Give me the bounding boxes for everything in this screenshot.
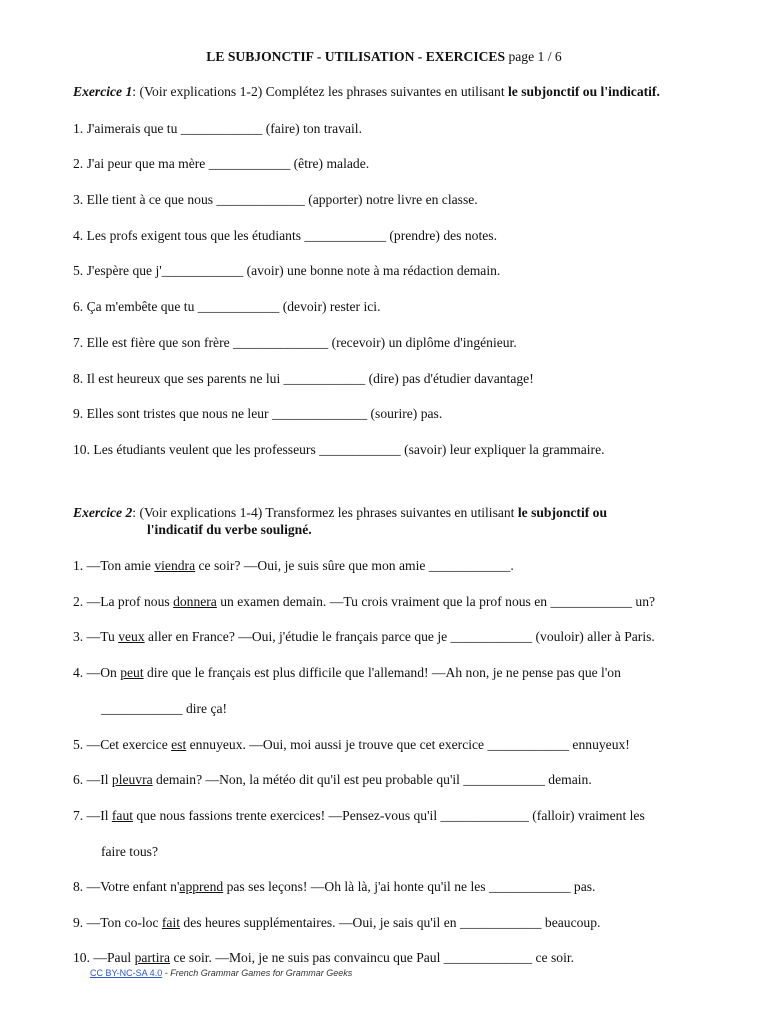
license-link[interactable]: CC BY-NC-SA 4.0 — [90, 968, 163, 978]
exercise-1-item-5: 5. J'espère que j'____________ (avoir) une bonne note à ma rédaction demain. — [73, 263, 501, 278]
exercise-2-header — [73, 504, 607, 521]
underlined-verb: faut — [111, 808, 134, 823]
item-text: ennuyeux. —Oui, moi aussi je trouve que cet exercice ____________ ennuyeux! — [186, 737, 630, 752]
item-text: 6. —Il — [73, 772, 112, 787]
exercise-2-item-9 — [73, 914, 600, 931]
exercise-1-item-8: 8. Il est heureux que ses parents ne lui ____________ (dire) pas d'étudier davantage! — [73, 371, 534, 386]
exercise-2-item-5 — [73, 736, 630, 753]
item-text: que nous fassions trente exercices! —Pensez-vous qu'il _____________ (falloir) vraiment les — [133, 808, 645, 823]
exercise-1-item-9: 9. Elles sont tristes que nous ne leur ______________ (sourire) pas. — [73, 406, 443, 421]
exercise-2-item-4-continued: ____________ dire ça! — [101, 701, 228, 716]
item-text: ce soir. —Moi, je ne suis pas convaincu que Paul _____________ ce soir. — [170, 950, 575, 965]
exercise-1-label: Exercice 1 — [73, 84, 133, 99]
item-text: un examen demain. —Tu crois vraiment que la prof nous en ____________ un? — [216, 594, 656, 609]
exercise-2-item-10 — [73, 949, 574, 966]
underlined-verb: veux — [118, 629, 145, 644]
item-text: aller en France? —Oui, j'étudie le français parce que je ____________ (vouloir) aller à Paris. — [144, 629, 655, 644]
exercise-2-item-7 — [73, 807, 645, 824]
item-text: demain? —Non, la météo dit qu'il est peu probable qu'il ____________ demain. — [152, 772, 592, 787]
exercise-1-item-1: 1. J'aimerais que tu ____________ (faire) ton travail. — [73, 121, 362, 136]
exercise-1-item-3: 3. Elle tient à ce que nous _____________ (apporter) notre livre en classe. — [73, 192, 478, 207]
item-text: 8. —Votre enfant n' — [73, 879, 180, 894]
item-text: 4. —On — [73, 665, 121, 680]
exercise-2-item-1 — [73, 557, 514, 574]
item-text: 1. —Ton amie — [73, 558, 155, 573]
exercise-2-item-8 — [73, 878, 595, 895]
underlined-verb: peut — [120, 665, 144, 680]
exercise-2-instructions-bold-continued: l'indicatif du verbe souligné. — [147, 522, 312, 537]
underlined-verb: pleuvra — [111, 772, 153, 787]
exercise-1-item-2: 2. J'ai peur que ma mère ____________ (être) malade. — [73, 156, 370, 171]
footer-text: - French Grammar Games for Grammar Geeks — [162, 968, 353, 978]
page-title — [0, 48, 768, 65]
item-text: 2. —La prof nous — [73, 594, 174, 609]
underlined-verb: apprend — [179, 879, 224, 894]
item-text: 10. —Paul — [73, 950, 135, 965]
item-text: ce soir? —Oui, je suis sûre que mon amie ____________. — [195, 558, 514, 573]
exercise-2-item-4 — [73, 664, 621, 681]
underlined-verb: est — [171, 737, 187, 752]
item-text: 5. —Cet exercice — [73, 737, 172, 752]
exercise-1-item-4: 4. Les profs exigent tous que les étudiants ____________ (prendre) des notes. — [73, 228, 497, 243]
exercise-2-item-2 — [73, 593, 655, 610]
item-text: dire que le français est plus difficile que l'allemand! —Ah non, je ne pense pas que l'on — [143, 665, 621, 680]
exercise-1-instructions-bold: le subjonctif ou l'indicatif. — [508, 84, 660, 99]
exercise-2-item-3 — [73, 628, 655, 645]
exercise-2-instructions: : (Voir explications 1-4) Transformez les phrases suivantes en utilisant — [132, 505, 518, 520]
underlined-verb: partira — [134, 950, 171, 965]
item-text: pas ses leçons! —Oh là là, j'ai honte qu'il ne les ____________ pas. — [223, 879, 596, 894]
footer — [90, 968, 352, 978]
underlined-verb: viendra — [154, 558, 196, 573]
title-main: LE SUBJONCTIF - UTILISATION - EXERCICES — [206, 49, 506, 64]
underlined-verb: fait — [161, 915, 181, 930]
underlined-verb: donnera — [173, 594, 217, 609]
page-number: page 1 / 6 — [508, 49, 562, 64]
exercise-2-label: Exercice 2 — [73, 505, 133, 520]
exercise-1-header — [73, 83, 660, 100]
item-text: 7. —Il — [73, 808, 112, 823]
item-text: des heures supplémentaires. —Oui, je sais qu'il en ____________ beaucoup. — [180, 915, 601, 930]
exercise-1-instructions: : (Voir explications 1-2) Complétez les phrases suivantes en utilisant — [132, 84, 509, 99]
exercise-2-instructions-bold: le subjonctif ou — [517, 505, 607, 520]
exercise-1-item-7: 7. Elle est fière que son frère ______________ (recevoir) un diplôme d'ingénieur. — [73, 335, 517, 350]
item-text: 3. —Tu — [73, 629, 119, 644]
exercise-2-item-7-continued: faire tous? — [101, 844, 158, 859]
exercise-2-item-6 — [73, 771, 592, 788]
item-text: 9. —Ton co-loc — [73, 915, 162, 930]
exercise-1-item-6: 6. Ça m'embête que tu ____________ (devoir) rester ici. — [73, 299, 381, 314]
exercise-1-item-10: 10. Les étudiants veulent que les professeurs ____________ (savoir) leur expliquer la grammaire. — [73, 442, 605, 457]
